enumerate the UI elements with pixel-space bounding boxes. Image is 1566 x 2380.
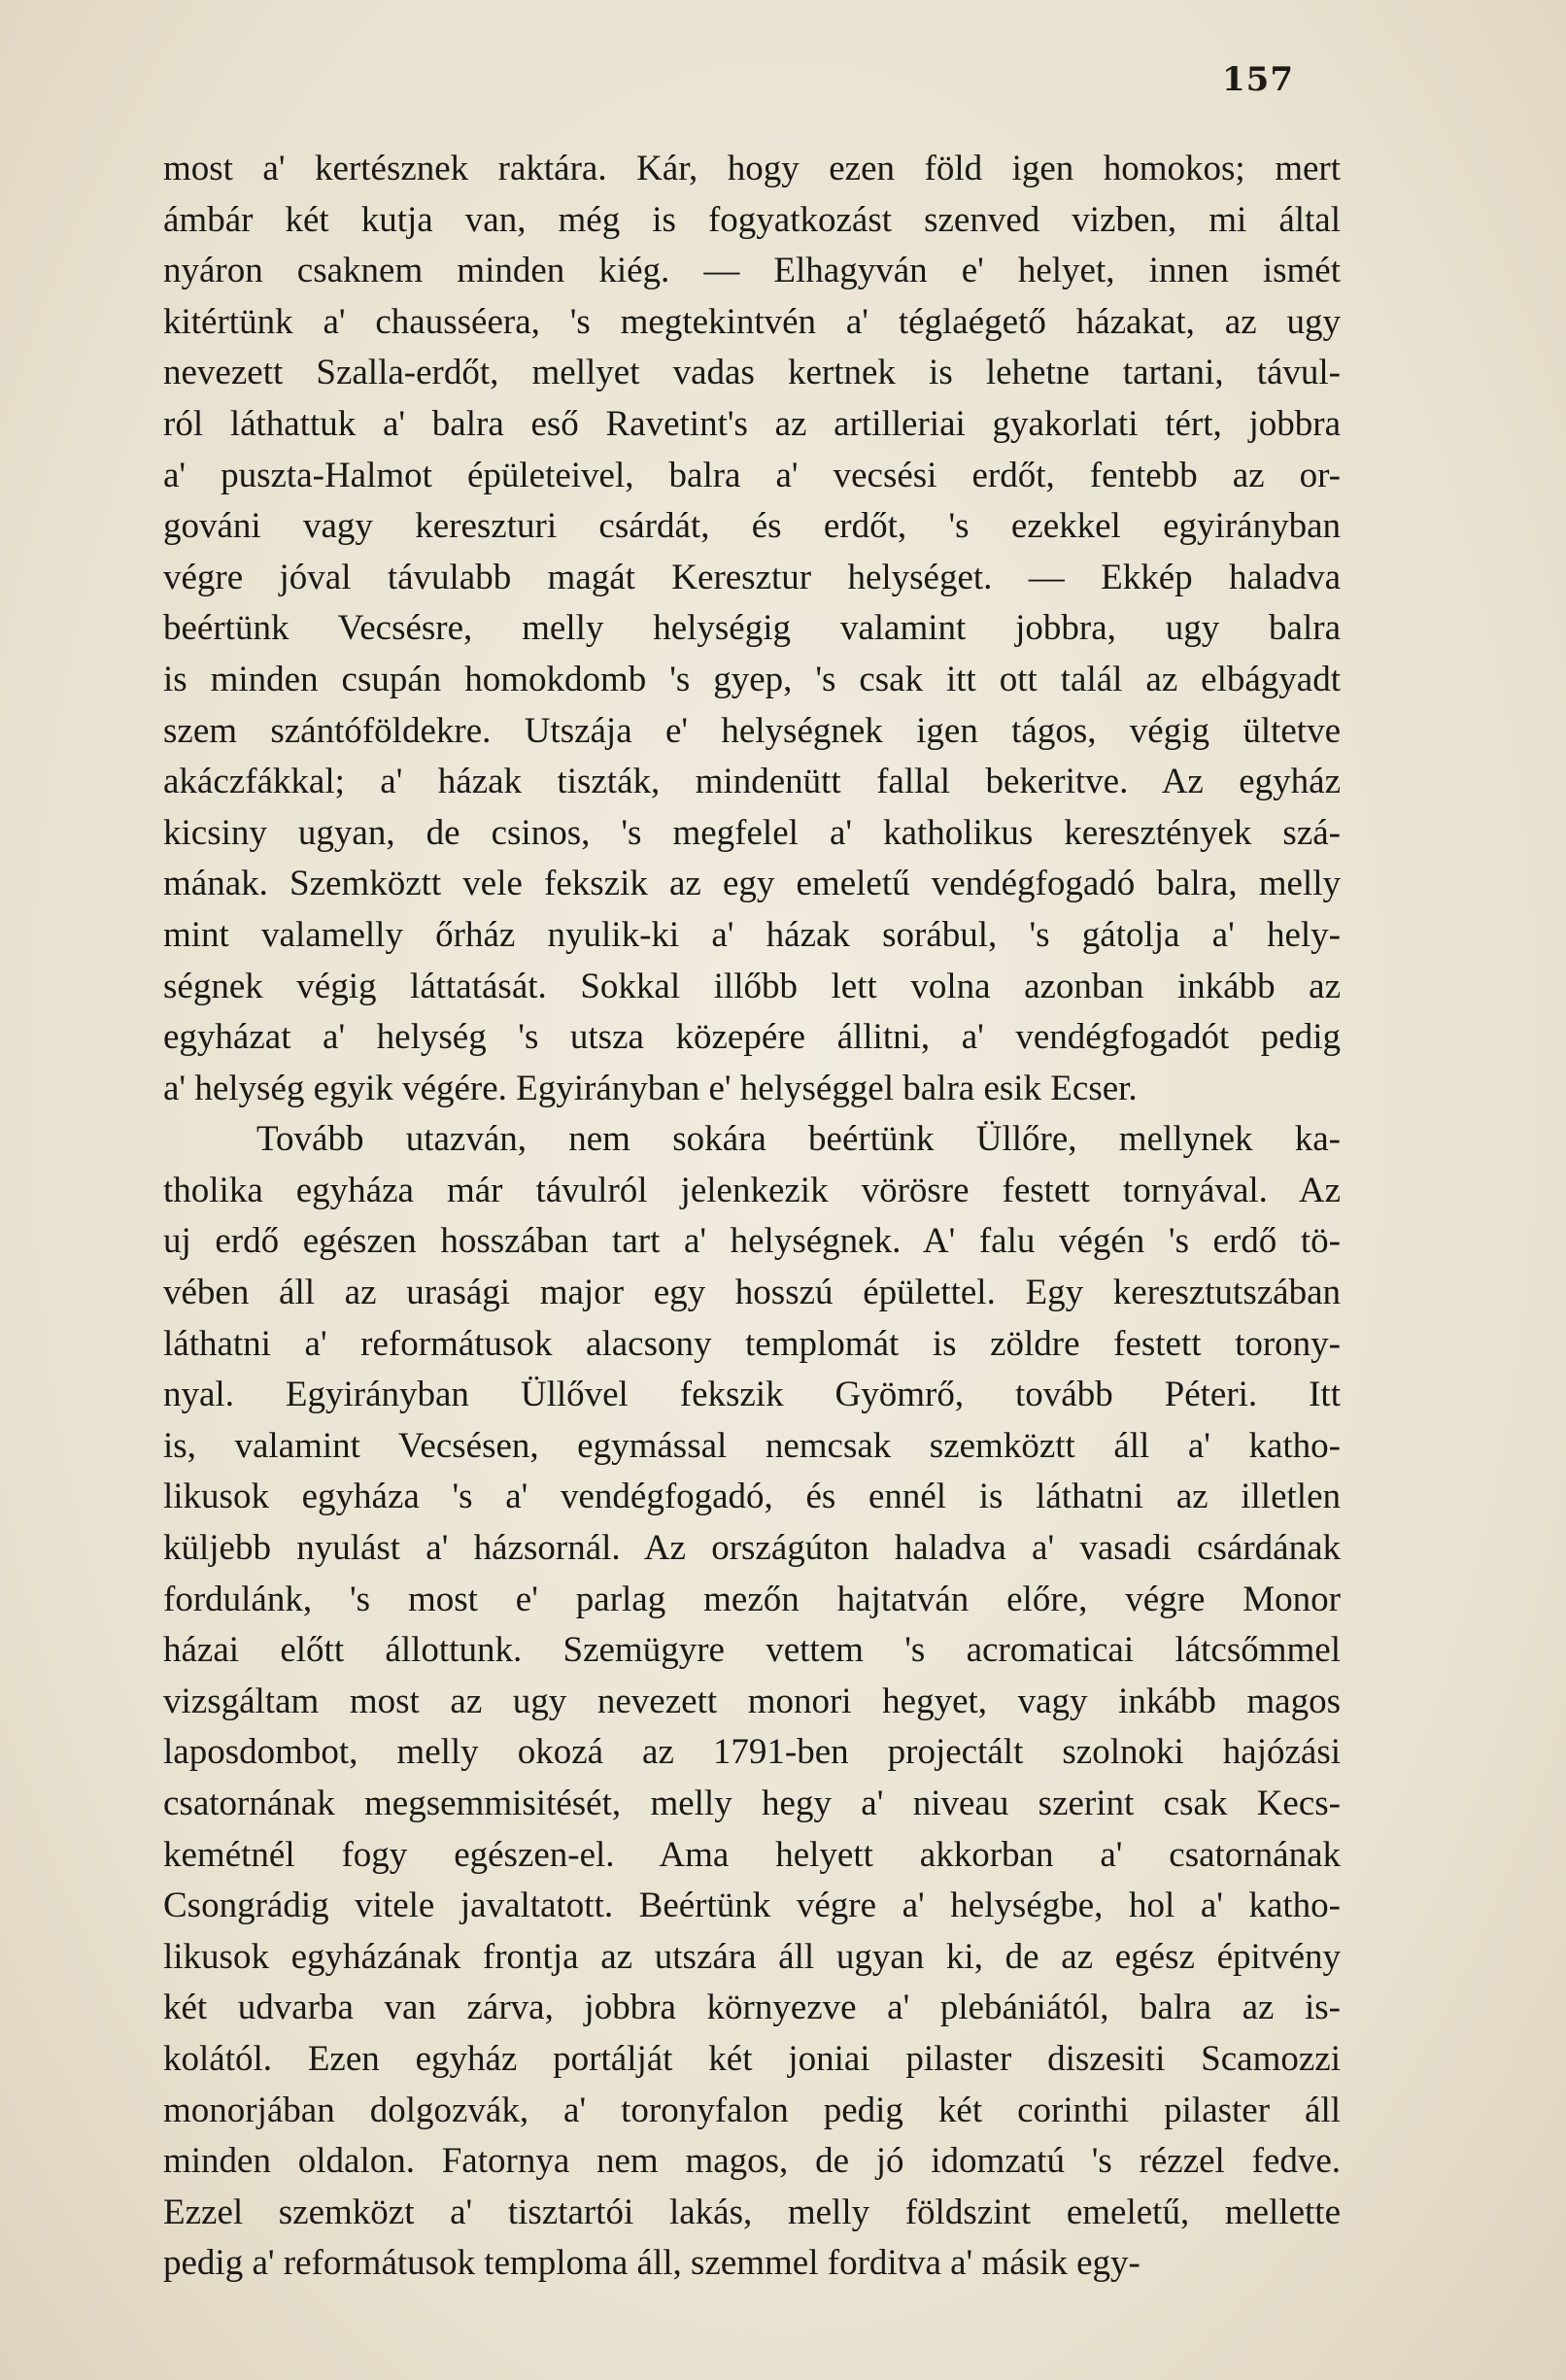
text-line: csatornának megsemmisitését, melly hegy a' niveau szerint csak Kecs- xyxy=(163,1784,1341,1823)
text-line: Csongrádig vitele javaltatott. Beértünk végre a' helységbe, hol a' katho- xyxy=(163,1886,1341,1926)
text-line: vizsgáltam most az ugy nevezett monori hegyet, vagy inkább magos xyxy=(163,1681,1341,1721)
text-line: uj erdő egészen hosszában tart a' helységnek. A' falu végén 's erdő tö- xyxy=(163,1221,1341,1262)
text-line: a' puszta-Halmot épületeivel, balra a' vecsési erdőt, fentebb az or- xyxy=(163,455,1341,495)
text-line: nyáron csaknem minden kiég. — Elhagyván e' helyet, innen ismét xyxy=(163,251,1341,291)
text-line: szem szántóföldekre. Utszája e' helységnek igen tágos, végig ültetve xyxy=(163,710,1341,751)
text-line: gováni vagy kereszturi csárdát, és erdőt, 's ezekkel egyirányban xyxy=(163,506,1341,547)
text-line: kicsiny ugyan, de csinos, 's megfelel a' katholikus keresztények szá- xyxy=(163,812,1341,853)
page-number: 157 xyxy=(1222,60,1294,99)
text-line: vében áll az urasági major egy hosszú épülettel. Egy keresztutszában xyxy=(163,1273,1341,1313)
text-line: tholika egyháza már távulról jelenkezik vörösre festett tornyával. Az xyxy=(163,1170,1341,1210)
text-line: minden oldalon. Fatornya nem magos, de jó idomzatú 's rézzel fedve. xyxy=(163,2141,1341,2182)
text-line: a' helység egyik végére. Egyirányban e' helységgel balra esik Ecser. xyxy=(163,1068,1138,1108)
text-line: egyházat a' helység 's utsza közepére állitni, a' vendégfogadót pedig xyxy=(163,1017,1341,1058)
text-line: laposdombot, melly okozá az 1791-ben projectált szolnoki hajózási xyxy=(163,1732,1341,1773)
text-line: végre jóval távulabb magát Keresztur helységet. — Ekkép haladva xyxy=(163,557,1341,597)
text-line: pedig a' reformátusok temploma áll, szemmel forditva a' másik egy- xyxy=(163,2243,1140,2284)
text-line: kitértünk a' chausséera, 's megtekintvén a' téglaégető házakat, az ugy xyxy=(163,301,1341,342)
text-line: most a' kertésznek raktára. Kár, hogy ezen föld igen homokos; mert xyxy=(163,149,1341,188)
text-line: ámbár két kutja van, még is fogyatkozást szenved vizben, mi által xyxy=(163,199,1341,240)
text-line: mának. Szemköztt vele fekszik az egy emeletű vendégfogadó balra, melly xyxy=(163,864,1341,904)
text-line: beértünk Vecsésre, melly helységig valamint jobbra, ugy balra xyxy=(163,608,1341,649)
text-line: likusok egyházának frontja az utszára áll ugyan ki, de az egész épitvény xyxy=(163,1936,1341,1977)
text-line: monorjában dolgozvák, a' toronyfalon pedig két corinthi pilaster áll xyxy=(163,2090,1341,2130)
text-line: Tovább utazván, nem sokára beértünk Üllőre, mellynek ka- xyxy=(256,1119,1341,1160)
text-line: mint valamelly őrház nyulik-ki a' házak sorábul, 's gátolja a' hely- xyxy=(163,914,1341,955)
text-line: fordulánk, 's most e' parlag mezőn hajtatván előre, végre Monor xyxy=(163,1579,1341,1619)
text-line: nevezett Szalla-erdőt, mellyet vadas kertnek is lehetne tartani, távul- xyxy=(163,353,1341,393)
text-line: is minden csupán homokdomb 's gyep, 's csak itt ott talál az elbágyadt xyxy=(163,659,1341,699)
text-line: ségnek végig láttatását. Sokkal illőbb lett volna azonban inkább az xyxy=(163,966,1341,1006)
body-text xyxy=(163,144,1341,2290)
text-line: Ezzel szemközt a' tisztartói lakás, melly földszint emeletű, mellette xyxy=(163,2192,1341,2232)
text-line: kolától. Ezen egyház portálját két joniai pilaster diszesiti Scamozzi xyxy=(163,2038,1341,2079)
text-line: küljebb nyulást a' házsornál. Az országúton haladva a' vasadi csárdának xyxy=(163,1528,1341,1569)
text-line: akáczfákkal; a' házak tiszták, mindenütt fallal bekeritve. Az egyház xyxy=(163,762,1341,802)
text-line: kemétnél fogy egészen-el. Ama helyett akkorban a' csatornának xyxy=(163,1834,1341,1875)
text-line: is, valamint Vecsésen, egymással nemcsak szemköztt áll a' katho- xyxy=(163,1425,1341,1466)
text-line: két udvarba van zárva, jobbra környezve a' plebániától, balra az is- xyxy=(163,1988,1341,2028)
paragraph xyxy=(163,1114,1341,2290)
text-line: láthatni a' reformátusok alacsony templomát is zöldre festett torony- xyxy=(163,1323,1341,1364)
text-line: ról láthattuk a' balra eső Ravetint's az artilleriai gyakorlati tért, jobbra xyxy=(163,403,1341,444)
text-line: likusok egyháza 's a' vendégfogadó, és ennél is láthatni az illetlen xyxy=(163,1477,1341,1517)
text-line: nyal. Egyirányban Üllővel fekszik Gyömrő, tovább Péteri. Itt xyxy=(163,1375,1341,1415)
text-line: házai előtt állottunk. Szemügyre vettem 's acromaticai látcsőmmel xyxy=(163,1630,1341,1671)
paragraph xyxy=(163,144,1341,1114)
